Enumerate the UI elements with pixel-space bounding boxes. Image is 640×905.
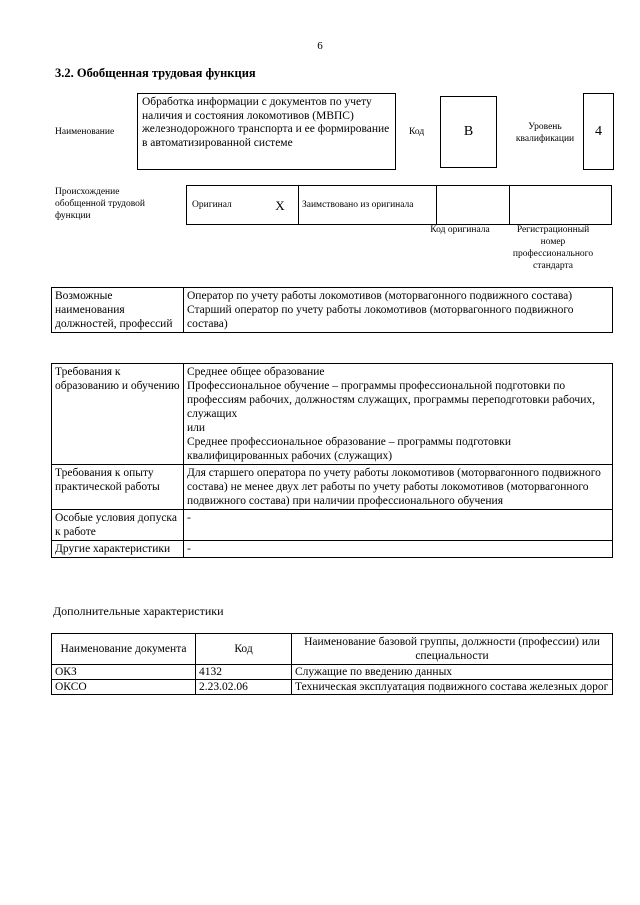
level-label: Уровень квалификации: [515, 122, 575, 144]
original-mark-cell: [262, 186, 299, 225]
position-item: Оператор по учету работы локомотивов (моторвагонного подвижного состава): [187, 290, 573, 302]
requirement-label: Требования к опыту практической работы: [52, 465, 184, 510]
requirement-line: Среднее профессиональное образование – программы подготовки квалифицированных рабочих (служащих): [187, 436, 512, 462]
requirement-line: -: [187, 512, 191, 524]
level-value: 4: [595, 123, 602, 139]
extra-header: Наименование базовой группы, должности (профессии) или специальности: [292, 634, 613, 665]
extra-header: Наименование документа: [52, 634, 196, 665]
code-value: В: [463, 124, 474, 139]
origin-label: Происхождение обобщенной трудовой функции: [55, 187, 145, 221]
extra-row: [52, 680, 613, 695]
reg-caption: Регистрационный номер профессионального стандарта: [512, 225, 594, 271]
requirement-line: -: [187, 543, 191, 555]
level-box: [583, 93, 614, 170]
requirement-line: Среднее общее образование: [187, 366, 325, 378]
requirement-line: или: [187, 422, 206, 434]
name-label: Наименование: [55, 127, 115, 137]
requirement-label: Другие характеристики: [52, 541, 184, 558]
code-box: [440, 96, 497, 168]
original-code-cell: [437, 186, 510, 225]
extra-cell: ОКСО: [52, 680, 196, 695]
function-name: Обработка информации с документов по учету наличия и состояния локомотивов (МВПС) железнодорожного транспорта и ее формирование в автоматизированной системе: [142, 96, 390, 149]
positions-table: [51, 287, 613, 333]
positions-cell: [184, 288, 613, 333]
requirement-row: [52, 541, 613, 558]
borrowed-cell: [299, 186, 437, 225]
original-label: Оригинал: [192, 199, 232, 210]
original-mark: X: [275, 197, 285, 213]
positions-row: [52, 288, 613, 333]
section-title: 3.2. Обобщенная трудовая функция: [55, 66, 256, 80]
requirement-line: Профессиональное обучение – программы профессиональной подготовки по профессиям рабочих, должностям служащих, программы переподготовки рабочих, служащих: [187, 380, 595, 420]
requirement-value: [184, 541, 613, 558]
requirement-row: [52, 465, 613, 510]
code-label: Код: [409, 127, 425, 137]
requirement-line: Для старшего оператора по учету работы локомотивов (моторвагонного подвижного состава) не менее двух лет работы по учету работы локомотивов (моторвагонного подвижного состава) при наличии профессионального обучения: [187, 467, 601, 507]
function-name-box: [137, 93, 396, 170]
requirement-row: [52, 364, 613, 465]
extra-cell: Служащие по введению данных: [292, 665, 613, 680]
requirement-label: Особые условия допуска к работе: [52, 510, 184, 541]
requirement-value: [184, 510, 613, 541]
requirement-value: [184, 465, 613, 510]
position-item: Старший оператор по учету работы локомотивов (моторвагонного подвижного состава): [187, 304, 574, 330]
extra-header-row: [52, 634, 613, 665]
extra-cell: 4132: [196, 665, 292, 680]
requirement-label: Требования к образованию и обучению: [52, 364, 184, 465]
requirement-value: [184, 364, 613, 465]
extra-row: [52, 665, 613, 680]
original-cell: [187, 186, 263, 225]
origin-table: [186, 185, 612, 225]
borrowed-label: Заимствовано из оригинала: [302, 199, 414, 210]
requirement-row: [52, 510, 613, 541]
extra-table: [51, 633, 613, 695]
positions-label: Возможные наименования должностей, профессий: [52, 288, 184, 333]
reg-number-cell: [510, 186, 612, 225]
extra-heading: Дополнительные характеристики: [53, 604, 224, 618]
requirements-table: [51, 363, 613, 558]
code-caption: Код оригинала: [430, 225, 490, 235]
extra-header: Код: [196, 634, 292, 665]
page-number: 6: [317, 40, 323, 52]
extra-cell: Техническая эксплуатация подвижного состава железных дорог: [292, 680, 613, 695]
extra-cell: 2.23.02.06: [196, 680, 292, 695]
extra-cell: ОКЗ: [52, 665, 196, 680]
